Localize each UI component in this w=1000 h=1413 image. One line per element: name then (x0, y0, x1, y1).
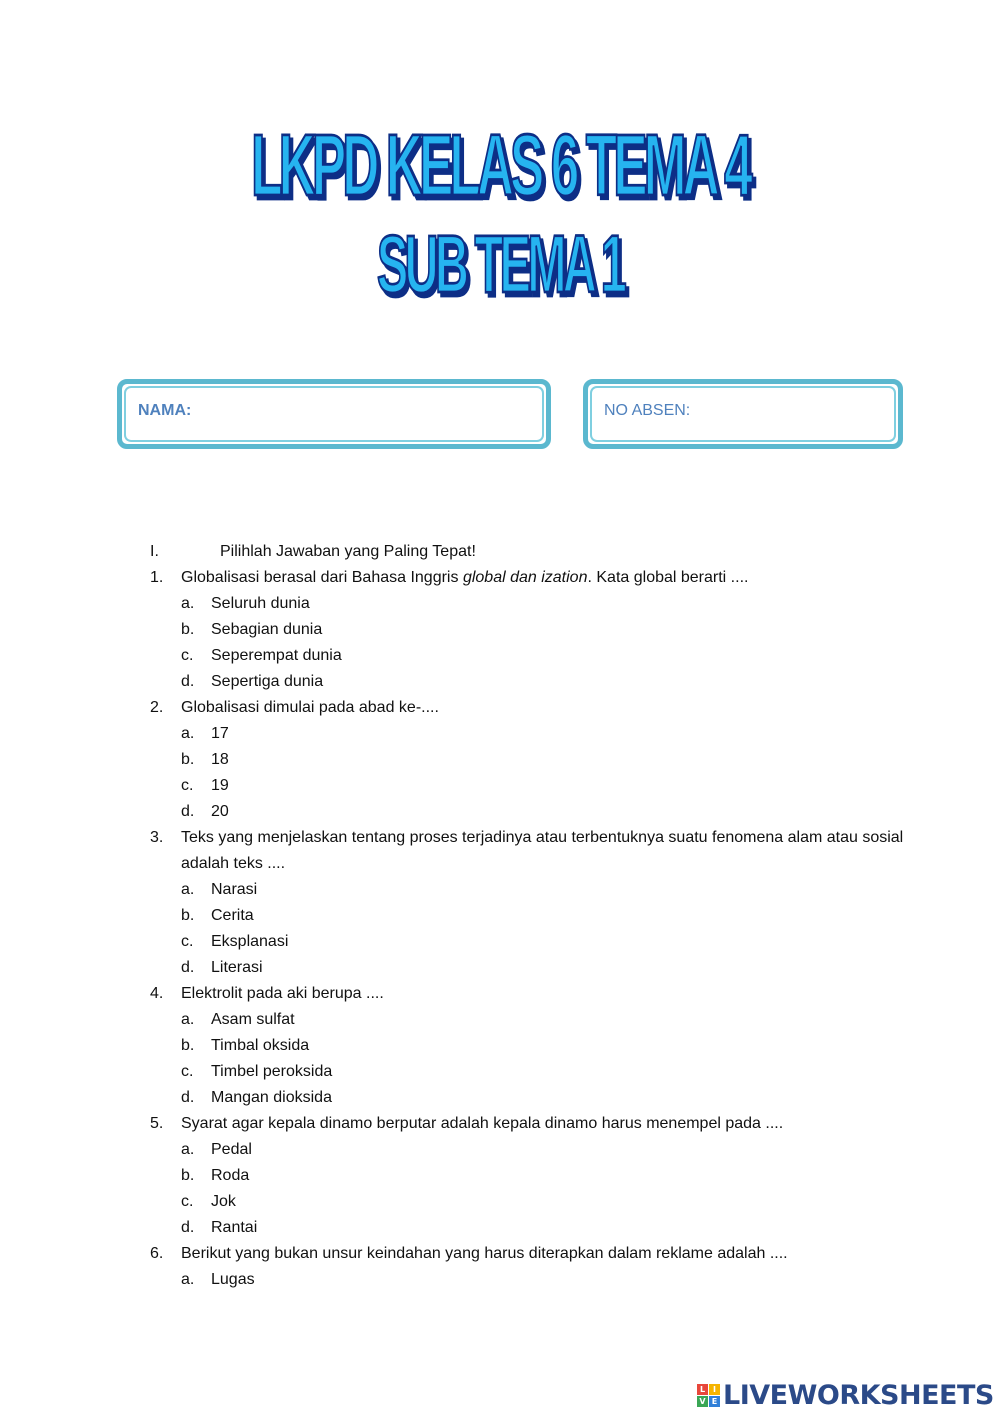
question-text: Teks yang menjelaskan tentang proses terjadinya atau terbentuknya suatu fenomena alam atau sosial adalah teks .... (181, 829, 904, 872)
answer-option[interactable] (150, 773, 910, 799)
option-letter: a. (181, 725, 195, 742)
option-text: Sebagian dunia (211, 621, 323, 638)
option-text: Pedal (211, 1141, 252, 1158)
answer-option[interactable] (150, 1059, 910, 1085)
option-letter: b. (181, 1167, 195, 1184)
name-label: NAMA: (138, 402, 192, 419)
answer-option[interactable] (150, 643, 910, 669)
question-number: 1. (150, 569, 164, 586)
option-letter: a. (181, 881, 195, 898)
logo-square: I (709, 1384, 720, 1395)
option-text: Seperempat dunia (211, 647, 342, 664)
question-text: Globalisasi dimulai pada abad ke-.... (181, 699, 439, 716)
option-letter: d. (181, 1219, 195, 1236)
worksheet-title (200, 100, 800, 330)
answer-option[interactable] (150, 747, 910, 773)
liveworksheets-logo (697, 1378, 994, 1412)
answer-option[interactable] (150, 1189, 910, 1215)
question-6 (150, 1241, 910, 1267)
option-text: Narasi (211, 881, 258, 898)
absence-number-field[interactable] (583, 379, 903, 449)
option-letter: c. (181, 1193, 194, 1210)
answer-option[interactable] (150, 903, 910, 929)
option-letter: c. (181, 777, 194, 794)
question-3 (150, 825, 910, 877)
option-text: Seluruh dunia (211, 595, 310, 612)
answer-option[interactable] (150, 955, 910, 981)
option-letter: b. (181, 1037, 195, 1054)
question-text: Berikut yang bukan unsur keindahan yang harus diterapkan dalam reklame adalah .... (181, 1245, 788, 1262)
option-letter: a. (181, 1011, 195, 1028)
question-number: 4. (150, 985, 164, 1002)
absence-number-label: NO ABSEN: (604, 402, 691, 419)
question-number: 3. (150, 829, 164, 846)
option-text: Asam sulfat (211, 1011, 295, 1028)
question-5 (150, 1111, 910, 1137)
option-letter: a. (181, 595, 195, 612)
section-heading (150, 539, 910, 565)
option-text: Rantai (211, 1219, 258, 1236)
question-text (150, 565, 910, 591)
option-letter: a. (181, 1271, 195, 1288)
answer-option[interactable] (150, 1085, 910, 1111)
option-letter: d. (181, 803, 195, 820)
option-text: Eksplanasi (211, 933, 289, 950)
name-field[interactable] (117, 379, 551, 449)
answer-option[interactable] (150, 1163, 910, 1189)
option-text: 18 (211, 751, 229, 768)
question-number: 5. (150, 1115, 164, 1132)
answer-option[interactable] (150, 669, 910, 695)
question-2 (150, 695, 910, 721)
logo-square: V (697, 1396, 708, 1407)
answer-option[interactable] (150, 1267, 910, 1293)
answer-option[interactable] (150, 1137, 910, 1163)
question-text: Syarat agar kepala dinamo berputar adalah kepala dinamo harus menempel pada .... (181, 1115, 784, 1132)
answer-option[interactable] (150, 1007, 910, 1033)
option-letter: b. (181, 751, 195, 768)
option-text: 19 (211, 777, 229, 794)
question-text-part: Globalisasi berasal dari Bahasa Inggris (181, 569, 463, 586)
option-letter: c. (181, 647, 194, 664)
option-letter: b. (181, 621, 195, 638)
option-letter: d. (181, 1089, 195, 1106)
answer-option[interactable] (150, 799, 910, 825)
option-text: 17 (211, 725, 229, 742)
option-letter: d. (181, 959, 195, 976)
option-letter: d. (181, 673, 195, 690)
option-text: Lugas (211, 1271, 255, 1288)
section-number: I. (150, 543, 159, 560)
question-1 (150, 565, 910, 591)
question-text: Elektrolit pada aki berupa .... (181, 985, 384, 1002)
option-letter: c. (181, 1063, 194, 1080)
question-text-part: . Kata global berarti .... (587, 569, 749, 586)
option-text: Mangan dioksida (211, 1089, 332, 1106)
option-letter: a. (181, 1141, 195, 1158)
logo-mark-icon (697, 1384, 720, 1407)
title-line-1: LKPD KELAS 6 TEMA 4 (251, 117, 749, 215)
answer-option[interactable] (150, 1215, 910, 1241)
option-text: Literasi (211, 959, 263, 976)
option-letter: b. (181, 907, 195, 924)
answer-option[interactable] (150, 1033, 910, 1059)
title-line-2: SUB TEMA 1 (376, 218, 624, 311)
question-number: 2. (150, 699, 164, 716)
question-number: 6. (150, 1245, 164, 1262)
option-text: Cerita (211, 907, 254, 924)
answer-option[interactable] (150, 617, 910, 643)
option-text: Jok (211, 1193, 236, 1210)
question-list (150, 539, 910, 1293)
section-instruction: Pilihlah Jawaban yang Paling Tepat! (220, 543, 476, 560)
option-text: Timbel peroksida (211, 1063, 333, 1080)
answer-option[interactable] (150, 877, 910, 903)
question-4 (150, 981, 910, 1007)
answer-option[interactable] (150, 591, 910, 617)
logo-square: E (709, 1396, 720, 1407)
option-text: Roda (211, 1167, 250, 1184)
option-text: Timbal oksida (211, 1037, 310, 1054)
question-text-italic: global dan ization (462, 569, 588, 586)
option-text: 20 (211, 803, 229, 820)
option-letter: c. (181, 933, 194, 950)
logo-square: L (697, 1384, 708, 1395)
logo-text: LIVEWORKSHEETS (723, 1379, 994, 1411)
answer-option[interactable] (150, 929, 910, 955)
answer-option[interactable] (150, 721, 910, 747)
option-text: Sepertiga dunia (211, 673, 324, 690)
